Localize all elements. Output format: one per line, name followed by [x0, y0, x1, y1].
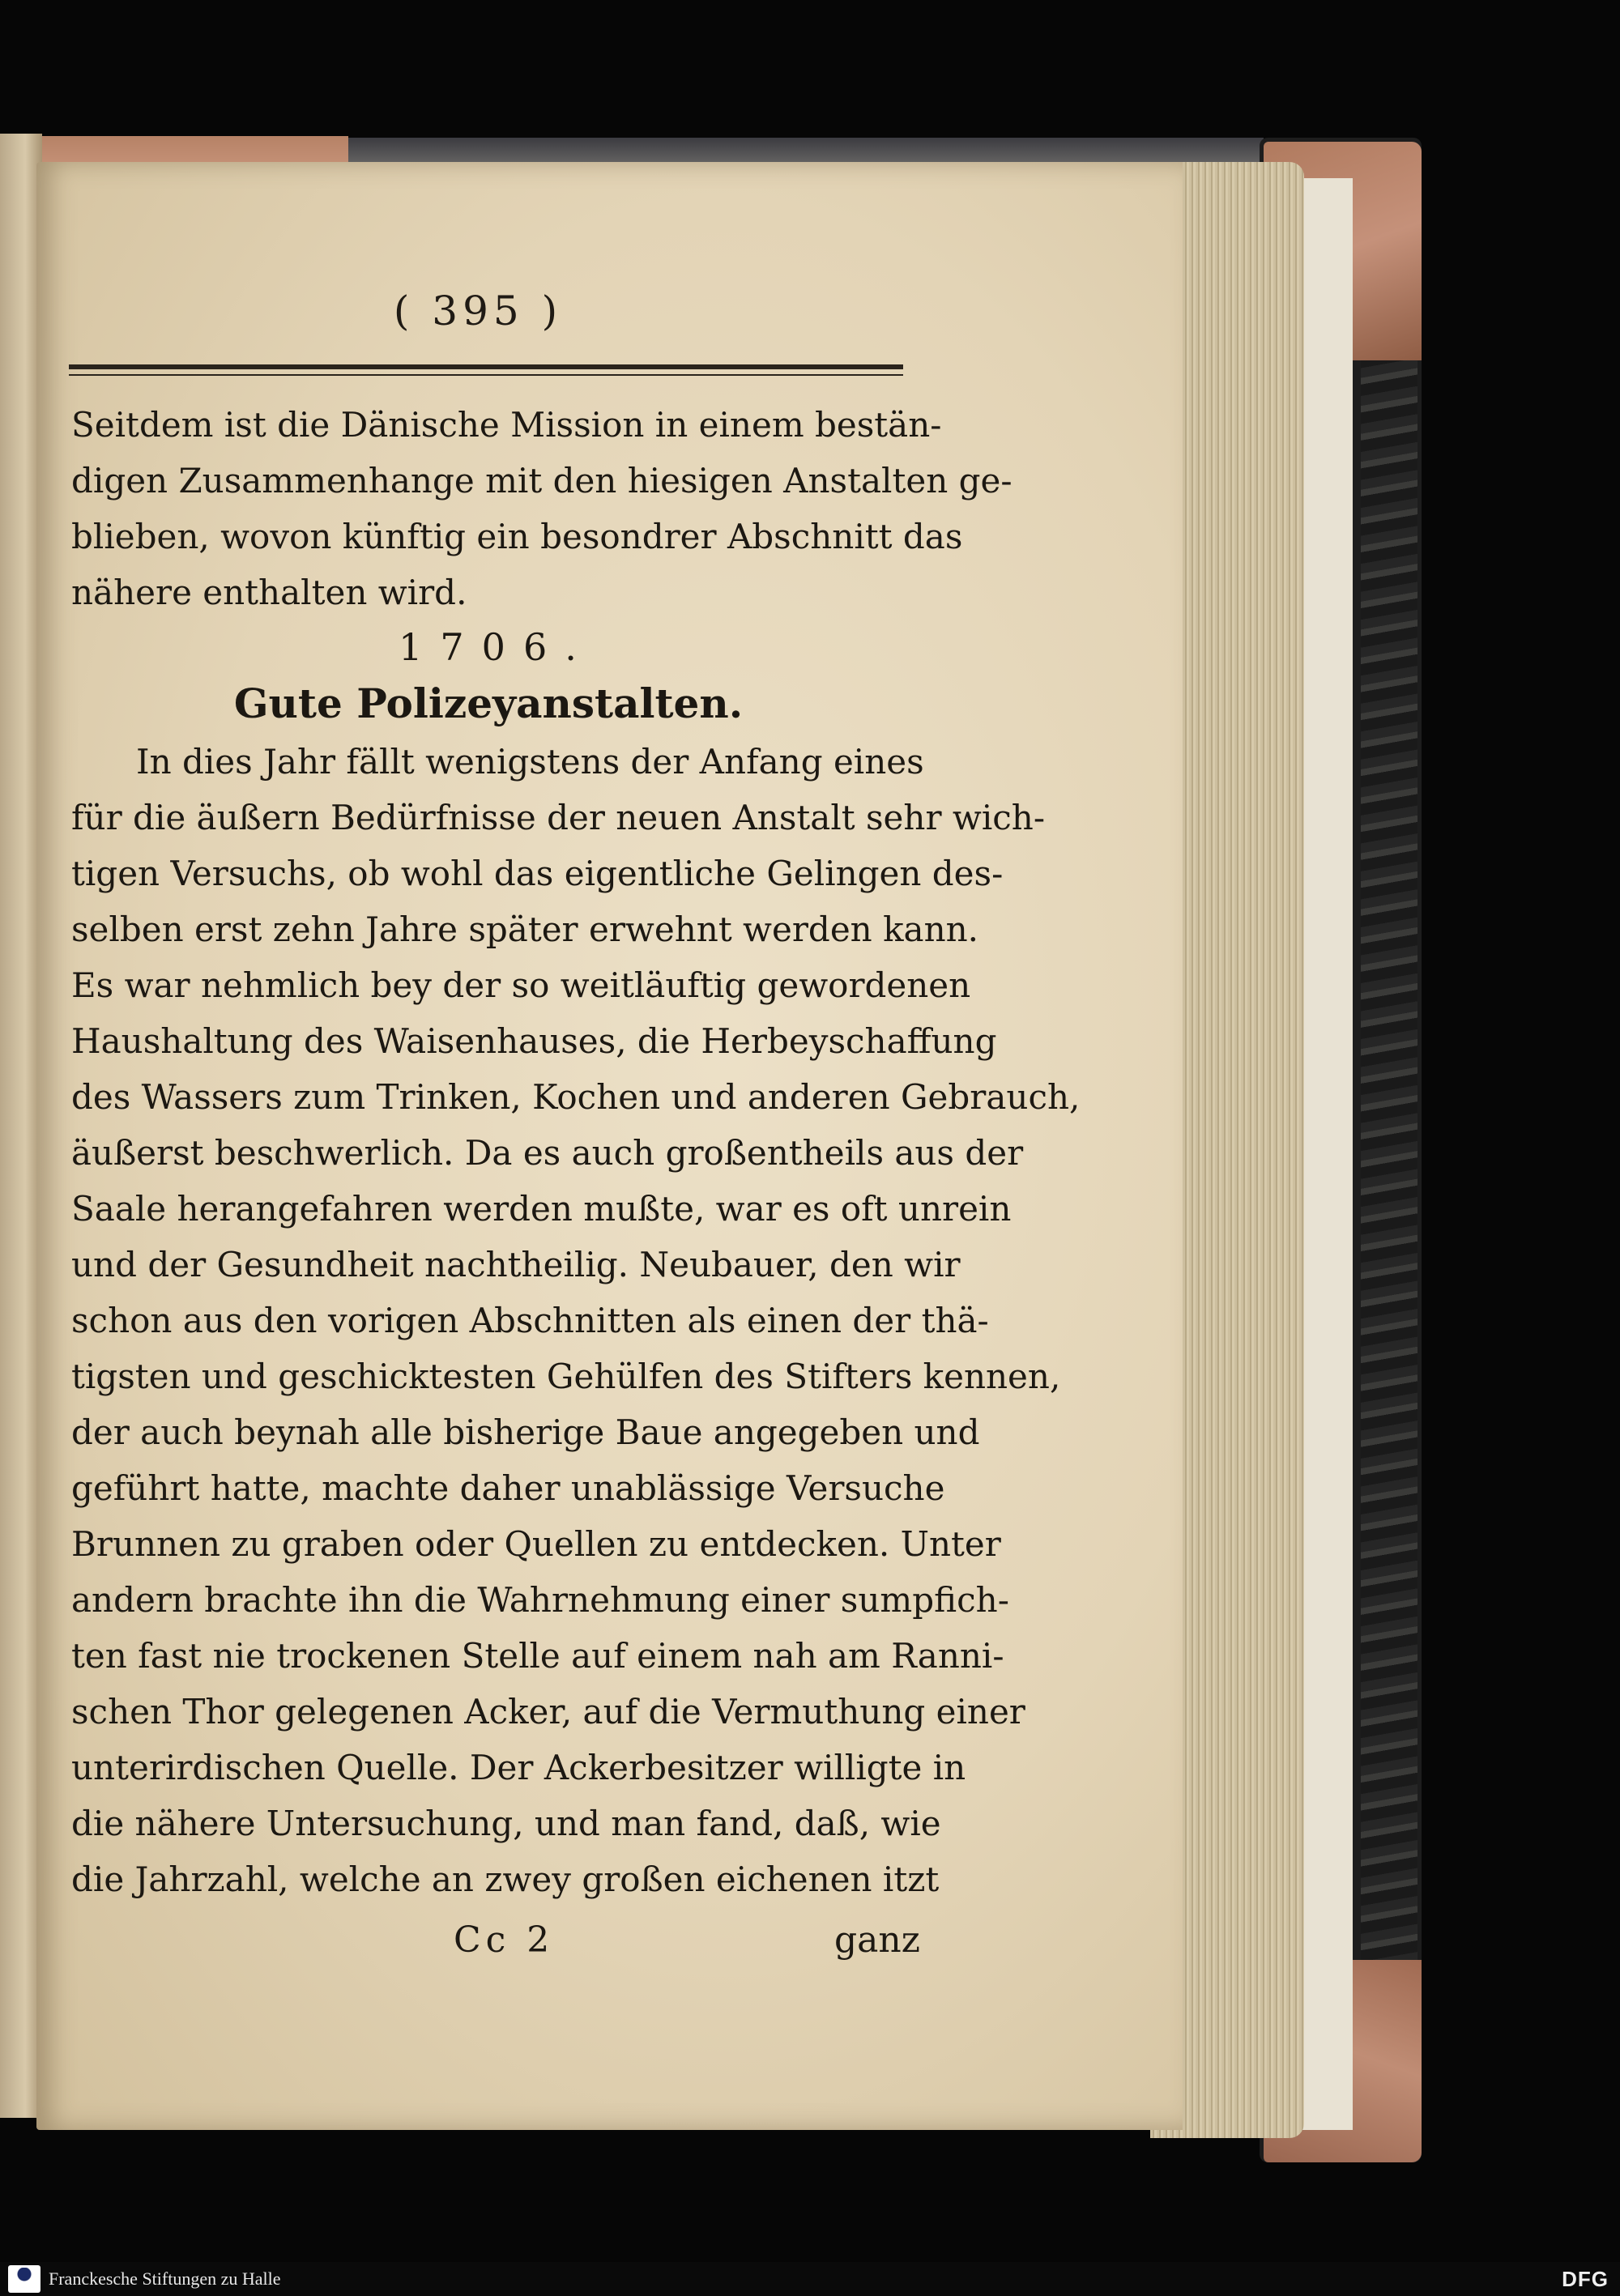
- text-line: äußerst beschwerlich. Da es auch großentheils aus der: [71, 1133, 1024, 1173]
- institution-name: Franckesche Stiftungen zu Halle: [49, 2268, 281, 2289]
- text-line: für die äußern Bedürfnisse der neuen Anstalt sehr wich-: [71, 798, 1046, 837]
- footer-bar: [0, 2262, 1620, 2296]
- text-line: tigsten und geschicktesten Gehülfen des Stifters kennen,: [71, 1357, 1061, 1396]
- catchword: ganz: [834, 1919, 920, 1961]
- text-line: blieben, wovon künftig ein besondrer Abschnitt das: [71, 517, 963, 556]
- text-line: die Jahrzahl, welche an zwey großen eichenen itzt: [71, 1859, 940, 1899]
- header-rule: [69, 364, 903, 369]
- text-line: Brunnen zu graben oder Quellen zu entdecken. Unter: [71, 1524, 1001, 1564]
- marbled-board: [1361, 340, 1418, 1976]
- text-line: nähere enthalten wird.: [71, 573, 467, 612]
- text-line: andern brachte ihn die Wahrnehmung einer sumpfich-: [71, 1580, 1009, 1620]
- text-line: In dies Jahr fällt wenigstens der Anfang eines: [136, 742, 924, 782]
- text-line: schon aus den vorigen Abschnitten als einen der thä-: [71, 1301, 989, 1340]
- section-year: 1706.: [399, 625, 595, 669]
- header-rule-thin: [69, 374, 903, 376]
- text-line: der auch beynah alle bisherige Baue angegeben und: [71, 1412, 980, 1452]
- signature-mark: Cc 2: [454, 1919, 555, 1961]
- text-line: unterirdischen Quelle. Der Ackerbesitzer willigte in: [71, 1748, 966, 1787]
- text-line: die nähere Untersuchung, und man fand, daß, wie: [71, 1804, 941, 1843]
- text-line: selben erst zehn Jahre später erwehnt werden kann.: [71, 909, 979, 949]
- text-line: tigen Versuchs, ob wohl das eigentliche Gelingen des-: [71, 854, 1004, 893]
- text-line: Seitdem ist die Dänische Mission in einem bestän-: [71, 405, 942, 445]
- page-text: [71, 397, 1081, 1907]
- text-line: Haushaltung des Waisenhauses, die Herbeyschaffung: [71, 1021, 997, 1061]
- page-number: ( 395 ): [393, 288, 563, 334]
- text-line: des Wassers zum Trinken, Kochen und anderen Gebrauch,: [71, 1077, 1081, 1117]
- text-line: Saale herangefahren werden mußte, war es oft unrein: [71, 1189, 1012, 1229]
- text-line: geführt hatte, machte daher unablässige Versuche: [71, 1468, 945, 1508]
- text-line: und der Gesundheit nachtheilig. Neubauer, den wir: [71, 1245, 961, 1284]
- institution-emblem-icon: [12, 2268, 36, 2284]
- text-line: schen Thor gelegenen Acker, auf die Vermuthung einer: [71, 1692, 1025, 1732]
- section-heading: Gute Polizeyanstalten.: [233, 679, 744, 727]
- text-line: Es war nehmlich bey der so weitläuftig gewordenen: [71, 965, 971, 1005]
- dfg-logo: DFG: [1562, 2267, 1609, 2291]
- text-line: ten fast nie trockenen Stelle auf einem nah am Ranni-: [71, 1636, 1004, 1676]
- text-line: digen Zusammenhange mit den hiesigen Anstalten ge-: [71, 461, 1013, 501]
